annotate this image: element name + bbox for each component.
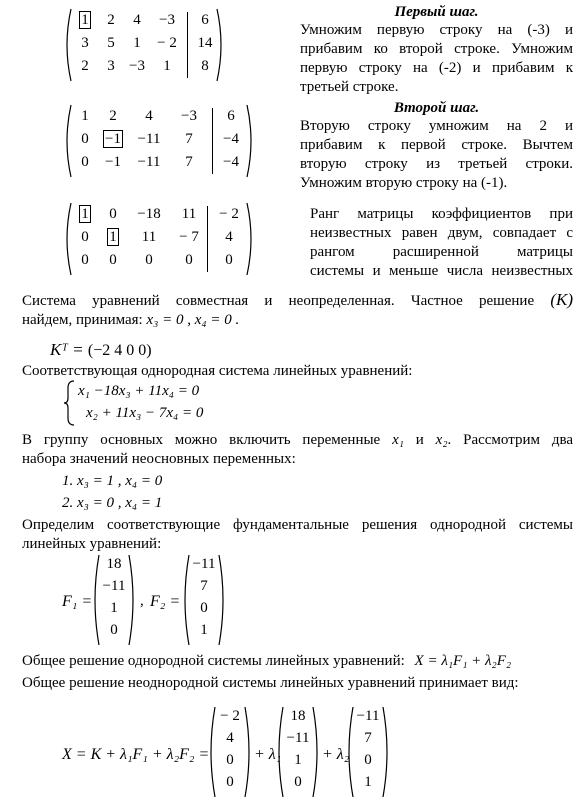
- matrix-step1: [62, 8, 232, 82]
- matrix-cell: −18: [137, 206, 161, 222]
- math-F2: F₂ =: [150, 593, 181, 610]
- matrix-cell: 5: [107, 35, 115, 51]
- rank-line: неизвестных равен двум, совпадает с: [310, 225, 573, 241]
- math-general-homog: X = λ₁F₁ + λ₂F₂: [414, 653, 512, 669]
- vector-F2-general: [344, 706, 392, 798]
- matrix-cell: 0: [81, 252, 89, 268]
- paragraph-general-homog: [22, 652, 511, 671]
- matrix-step3: [62, 202, 252, 276]
- matrix-cell: 11: [141, 229, 157, 245]
- equation-2: x₂ + 11x₃ − 7x₄ = 0: [86, 405, 204, 421]
- vector-entry: −11: [286, 730, 310, 746]
- augment-bar: [187, 12, 188, 78]
- matrix-cell: 7: [185, 131, 193, 147]
- right-paren: [246, 104, 256, 178]
- vector-entry: 0: [110, 622, 118, 638]
- equation-1: x₁ −18x₃ + 11x₄ = 0: [78, 383, 200, 399]
- vector-entry: 0: [226, 752, 234, 768]
- vector-entry: −11: [356, 708, 380, 724]
- vector-entry: 0: [294, 774, 302, 790]
- matrix-cell: 14: [197, 35, 213, 51]
- matrix-cell: −4: [223, 154, 239, 170]
- matrix-cell: 0: [81, 154, 89, 170]
- text: набора значений неосновных переменных:: [22, 451, 296, 467]
- matrix-cell: 2: [81, 58, 89, 74]
- vector-F2: [180, 554, 228, 646]
- vector-entry: 0: [200, 600, 208, 616]
- text: линейных уравнений:: [22, 536, 162, 552]
- text: найдем, принимая:: [22, 312, 143, 328]
- step1-text: [300, 4, 573, 97]
- matrix-cell: −4: [223, 131, 239, 147]
- vector-entry: 18: [106, 556, 122, 572]
- matrix-cell: 3: [81, 35, 89, 51]
- vector-entry: 1: [200, 622, 208, 638]
- matrix-cell: 2: [107, 12, 115, 28]
- matrix-cell: −1: [105, 154, 121, 170]
- matrix-cell: 4: [145, 108, 153, 124]
- matrix-cell: 1: [81, 206, 89, 222]
- vector-entry: 0: [364, 752, 372, 768]
- matrix-cell: 3: [107, 58, 115, 74]
- text: В группу основных можно включить переменные: [22, 432, 381, 448]
- vector-entry: 1: [364, 774, 372, 790]
- math-plus-lambda1: + λ₁: [254, 746, 282, 763]
- matrix-cell: −11: [137, 154, 161, 170]
- matrix-cell: −3: [129, 58, 145, 74]
- matrix-cell: 0: [81, 229, 89, 245]
- vector-entry: 7: [364, 730, 372, 746]
- vector-entry: 18: [290, 708, 306, 724]
- matrix-cell: 11: [181, 206, 197, 222]
- step2-heading: Второй шаг.: [393, 100, 480, 116]
- matrix-cell: −11: [137, 131, 161, 147]
- math-plus-lambda2: + λ₂: [322, 746, 350, 763]
- step2-line: вторую строку из третьей строки.: [300, 156, 573, 172]
- matrix-cell: 8: [201, 58, 209, 74]
- paragraph-fundamental: [22, 516, 573, 554]
- text: Общее решение однородной системы линейных уравнений:: [22, 653, 405, 669]
- math-kt: Kᵀ =: [50, 340, 88, 359]
- matrix-step2: [62, 104, 252, 178]
- matrix-cell: 4: [133, 12, 141, 28]
- list-item-2: 2. x₃ = 0 , x₄ = 1: [62, 495, 163, 511]
- matrix-cell: 1: [163, 58, 171, 74]
- vector-entry: −11: [192, 556, 216, 572]
- matrix-cell: 1: [81, 12, 89, 28]
- rank-text: [310, 205, 573, 281]
- step1-line: Умножим первую строку на (-3) и: [300, 22, 573, 38]
- vector-entry: 7: [200, 578, 208, 594]
- math-x2: x₂: [435, 432, 448, 448]
- paragraph-general-inhomog: Общее решение неоднородной системы линейных уравнений принимает вид:: [22, 675, 519, 691]
- rank-line: рангом расширенной матрицы: [310, 244, 573, 260]
- matrix-cell: 4: [225, 229, 233, 245]
- paragraph-homog: [22, 362, 412, 381]
- matrix-cell: 0: [81, 131, 89, 147]
- text: Соответствующая однородная система линейных уравнений:: [22, 363, 413, 379]
- text: Система уравнений совместная и неопределенная. Частное решение: [22, 293, 535, 309]
- math-general-lhs: X = K + λ₁F₁ + λ₂F₂ =: [62, 746, 210, 763]
- vector-entry: 1: [110, 600, 118, 616]
- rank-line: системы и меньше числа неизвестных: [310, 263, 573, 279]
- matrix-cell: 1: [109, 229, 117, 245]
- math-eq: x₃ = 0 , x₄ = 0 .: [146, 312, 240, 328]
- matrix-cell: 0: [225, 252, 233, 268]
- matrix-cell: − 7: [179, 229, 199, 245]
- matrix-cell: − 2: [219, 206, 239, 222]
- brace: [64, 380, 76, 426]
- augment-bar: [212, 108, 213, 174]
- vector-K: [206, 706, 254, 798]
- matrix-cell: −3: [181, 108, 197, 124]
- text: . Рассмотрим два: [447, 432, 574, 448]
- math-K: (K): [550, 290, 573, 309]
- right-paren: [246, 202, 256, 276]
- step2-line: Умножим вторую строку на (-1).: [300, 175, 508, 191]
- vector-entry: − 2: [220, 708, 240, 724]
- vector-F1-general: [274, 706, 322, 798]
- matrix-cell: −3: [159, 12, 175, 28]
- system-equations: [64, 380, 284, 426]
- list-item-1: 1. x₃ = 1 , x₄ = 0: [62, 473, 163, 489]
- matrix-cell: 0: [145, 252, 153, 268]
- step2-line: прибавим к первой строке. Вычтем: [300, 137, 573, 153]
- paragraph-basic-vars: [22, 431, 573, 469]
- text: Определим соответствующие фундаментальные решения однородной системы: [22, 517, 573, 533]
- vector-entry: 0: [226, 774, 234, 790]
- comma: ,: [140, 593, 144, 609]
- matrix-cell: 6: [201, 12, 209, 28]
- matrix-cell: 0: [109, 206, 117, 222]
- text: и: [415, 432, 424, 448]
- rank-line: Ранг матрицы коэффициентов при: [310, 206, 573, 222]
- step2-line: Вторую строку умножим на 2 и: [300, 118, 573, 134]
- matrix-cell: 6: [227, 108, 235, 124]
- matrix-cell: 7: [185, 154, 193, 170]
- vector-F1: [90, 554, 138, 646]
- matrix-cell: − 2: [157, 35, 177, 51]
- step1-line: третьей строке.: [300, 79, 399, 95]
- math-kt-vector: (−2 4 0 0): [87, 342, 152, 359]
- matrix-cell: 2: [109, 108, 117, 124]
- augment-bar: [207, 206, 208, 272]
- step1-line: прибавим ко второй строке. Умножим: [300, 41, 573, 57]
- matrix-cell: 0: [109, 252, 117, 268]
- matrix-cell: −1: [105, 131, 121, 147]
- step2-text: [300, 100, 573, 193]
- paragraph-particular: [22, 290, 573, 330]
- matrix-cell: 0: [185, 252, 193, 268]
- vector-entry: 4: [226, 730, 234, 746]
- math-F1: F₁ =: [62, 593, 93, 610]
- matrix-cell: 1: [133, 35, 141, 51]
- matrix-cell: 1: [81, 108, 89, 124]
- kt-equation: [50, 340, 152, 361]
- step1-heading: Первый шаг.: [394, 4, 479, 20]
- vector-entry: −11: [102, 578, 126, 594]
- step1-line: первую строку на (-2) и прибавим к: [300, 60, 573, 76]
- math-x1: x₁: [392, 432, 404, 448]
- vector-entry: 1: [294, 752, 302, 768]
